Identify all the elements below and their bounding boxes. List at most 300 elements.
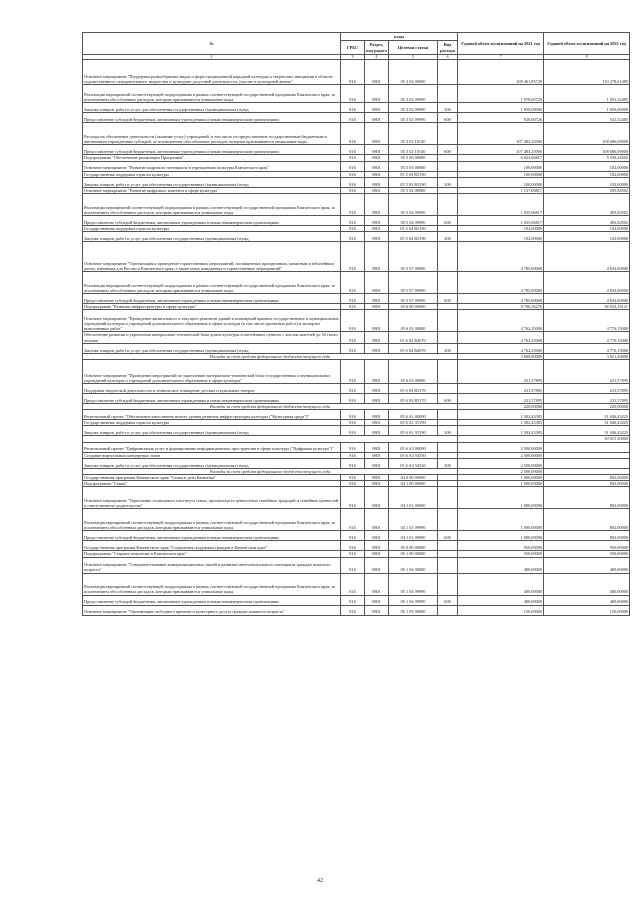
amount-2021-cell: 1 302,43383 (458, 420, 544, 426)
col-header-razdel: Раздел, под-раздел (366, 42, 387, 53)
column-index: 7 (458, 55, 544, 60)
description-cell: Закупка товаров, работ и услуг для обеспечения государственных (муниципальных) нужд (83, 103, 341, 113)
razdel-cell: 0801 (365, 475, 389, 481)
expense-type-cell (438, 85, 458, 103)
description-cell: Закупка товаров, работ и услуг для обеспечения государственных (муниципальных) нужд (83, 232, 341, 242)
table-row (83, 60, 630, 85)
razdel-cell: 0801 (365, 187, 389, 193)
description-cell: Основное мероприятие "Организация свободного времени и культурного досуга граждан пожилого возраста" (83, 605, 341, 615)
target-article-cell: 05 5 03 R5190 (389, 177, 438, 187)
grbs-cell: 816 (341, 155, 365, 161)
amount-2021-cell: 1 000,00000 (458, 481, 544, 487)
expense-type-cell (438, 573, 458, 595)
amount-2021-cell: 3 808,80000 (458, 353, 544, 359)
expense-type-cell (438, 487, 458, 509)
description-cell: Закупка товаров, работ и услуг для обеспечения государственных (муниципальных) нужд (83, 458, 341, 468)
grbs-cell: 816 (341, 426, 365, 436)
description-cell: Реализация мероприятий соответствующей подпрограммы в рамках соответствующей государственной программы Камчатского края, за исключением обособленных расходов, которым присваиваются уникальные коды (83, 573, 341, 595)
table-row (83, 216, 630, 226)
amount-2022-cell: 150,00000 (544, 605, 630, 615)
amount-2021-cell: 100,00000 (458, 171, 544, 177)
description-cell: Предоставление субсидий бюджетным, автономным учреждениям и иным некоммерческим организациям (83, 216, 341, 226)
expense-type-cell (438, 509, 458, 531)
description-cell: Закупка товаров, работ и услуг для обеспечения государственных (муниципальных) нужд (83, 177, 341, 187)
amount-2021-cell: 1 302,43383 (458, 426, 544, 436)
budget-table (82, 32, 630, 616)
table-row (83, 360, 630, 384)
col-header-target: Целевая статья (389, 41, 438, 55)
amount-2021-cell: 950,00000 (458, 541, 544, 551)
grbs-cell: 816 (341, 531, 365, 541)
target-article-cell: 05 3 02 10140 (389, 123, 438, 145)
amount-2022-cell: 541,32485 (544, 113, 630, 123)
grbs-cell: 816 (341, 420, 365, 426)
description-cell: Основное мероприятие "Развитие цифрового контента в сфере культуры" (83, 187, 341, 193)
target-article-cell: 05 5 07 00000 (389, 242, 438, 272)
grbs-cell: 816 (341, 551, 365, 557)
amount-2022-cell: 102,00000 (544, 232, 630, 242)
description-cell: Реализация мероприятий соответствующей подпрограммы в рамках соответствующей государственной программы Камчатского края, за исключением обособленных расходов, которым присваиваются уникальные коды (83, 194, 341, 216)
grbs-cell: 816 (341, 475, 365, 481)
federal-note-cell: Расходы за счет средств федерального бюджета текущего года (83, 404, 458, 410)
amount-2022-cell: 231,57895 (544, 394, 630, 404)
amount-2021-cell: 107 483,25000 (458, 123, 544, 145)
amount-2021-cell: 231,57895 (458, 360, 544, 384)
amount-2021-cell: 8 796,26276 (458, 304, 544, 310)
table-row (83, 487, 630, 509)
table-row (83, 595, 630, 605)
table-row (83, 194, 630, 216)
target-article-cell: 05 3 02 09990 (389, 113, 438, 123)
table-row (83, 310, 630, 332)
grbs-cell: 816 (341, 294, 365, 304)
razdel-cell: 0801 (365, 595, 389, 605)
amount-2022-cell: 102,00000 (544, 177, 630, 187)
razdel-cell: 0801 (365, 531, 389, 541)
grbs-cell: 816 (341, 242, 365, 272)
grbs-cell: 816 (341, 487, 365, 509)
razdel-cell: 0801 (365, 113, 389, 123)
amount-2021-cell: 4 785,00000 (458, 272, 544, 294)
amount-2022-cell: 3 821,20000 (544, 353, 630, 359)
grbs-cell: 816 (341, 481, 365, 487)
description-cell: Основное мероприятие "Организация и проведение торжественных мероприятий, посвященных праздничным, памятным и юбилейным датам, значимым для России и Камчатского края, а также иных имиджевых и торжественных мероприятий" (83, 242, 341, 272)
grbs-cell: 816 (341, 194, 365, 216)
table-row (83, 161, 630, 171)
amount-2022-cell: 102,00000 (544, 161, 630, 171)
description-cell: Региональный проект "Обеспечение качественно нового уровня развития инфраструктуры культуры ("Культурная среда")" (83, 410, 341, 420)
razdel-cell: 0801 (365, 145, 389, 155)
razdel-cell: 0801 (365, 272, 389, 294)
amount-2021-cell: 2 500,00000 (458, 458, 544, 468)
expense-type-cell (438, 242, 458, 272)
amount-2022-cell (544, 458, 630, 468)
amount-2021-cell: 2 500,00000 (458, 452, 544, 458)
grbs-cell: 816 (341, 226, 365, 232)
table-row (83, 232, 630, 242)
amount-2021-cell: 1 137,06817 (458, 187, 544, 193)
expense-type-cell: 600 (438, 113, 458, 123)
razdel-cell: 0801 (365, 343, 389, 353)
amount-2022-cell: 36 054,16121 (544, 304, 630, 310)
razdel-cell: 0801 (365, 242, 389, 272)
target-article-cell: 05 5 04 R5190 (389, 226, 438, 232)
razdel-cell: 0801 (365, 123, 389, 145)
amount-2022-cell: 550,00000 (544, 551, 630, 557)
target-article-cell: 04 1 01 09990 (389, 509, 438, 531)
amount-2021-cell: 1 035,06817 (458, 194, 544, 216)
grbs-cell: 816 (341, 595, 365, 605)
expense-type-cell (438, 60, 458, 85)
target-article-cell: 05 5 04 09990 (389, 216, 438, 226)
target-article-cell: 05 3 02 10140 (389, 145, 438, 155)
table-row (83, 103, 630, 113)
description-cell: Основное мероприятие "Проведение капитального и текущего ремонтов зданий и помещений краевых государственных и муниципальных учреждений культуры и учреждений дополнительного образования в сфере культуры (в том числе проектных работ) и экспертиз выполненных работ" (83, 310, 341, 332)
expense-type-cell (438, 410, 458, 420)
target-article-cell: 05 6 A3 54530 (389, 458, 438, 468)
target-article-cell: 05 6 A3 54530 (389, 452, 438, 458)
description-cell: Государственная программа Камчатского края "Семья и дети Камчатки" (83, 475, 341, 481)
expense-type-cell (438, 605, 458, 615)
razdel-cell: 0801 (365, 541, 389, 551)
table-row (83, 394, 630, 404)
amount-2022-cell: 220,00000 (544, 404, 630, 410)
target-article-cell: 04 1 01 09990 (389, 531, 438, 541)
razdel-cell: 0801 (365, 226, 389, 232)
amount-2022-cell: 231,57895 (544, 360, 630, 384)
target-article-cell: 05 6 A1 55190 (389, 420, 438, 426)
amount-2022-cell: 493,84502 (544, 216, 630, 226)
expense-type-cell: 200 (438, 458, 458, 468)
target-article-cell: 05 5 07 09990 (389, 294, 438, 304)
target-article-cell: 05 6 03 00000 (389, 360, 438, 384)
amount-2022-cell: 31 046,43225 (544, 410, 630, 420)
description-cell: Закупка товаров, работ и услуг для обеспечения государственных (муниципальных) нужд (83, 426, 341, 436)
razdel-cell: 0801 (365, 394, 389, 404)
razdel-cell: 0801 (365, 60, 389, 85)
description-cell: Предоставление субсидий бюджетным, автономным учреждениям и иным некоммерческим организациям (83, 294, 341, 304)
grbs-cell: 816 (341, 123, 365, 145)
table-row (83, 541, 630, 551)
table-row (83, 123, 630, 145)
description-cell: Реализация мероприятий соответствующей подпрограммы в рамках соответствующей государственной программы Камчатского края, за исключением обособленных расходов, которым присваиваются уникальные коды (83, 85, 341, 103)
amount-2021-cell: 107 483,25000 (458, 145, 544, 155)
grbs-cell: 816 (341, 573, 365, 595)
table-body (83, 60, 630, 615)
description-cell: Основное мероприятие "Укрепление социального института семьи, пропаганда ее ценностных семейных традиций и семейных ценностей и ответственного родительства" (83, 487, 341, 509)
grbs-cell: 816 (341, 458, 365, 468)
grbs-cell: 816 (341, 332, 365, 343)
amount-2022-cell: 4 776,15000 (544, 343, 630, 353)
col-header-2022: Годовой объем ассигнований на 2022 год (544, 33, 630, 55)
target-article-cell: 05 5 03 00000 (389, 161, 438, 171)
table-row (83, 294, 630, 304)
razdel-cell: 0801 (365, 487, 389, 509)
amount-2022-cell: 102,00000 (544, 226, 630, 232)
razdel-cell: 0801 (365, 332, 389, 343)
table-row (83, 343, 630, 353)
column-index: 8 (544, 55, 630, 60)
amount-2022-cell: 102,00000 (544, 171, 630, 177)
expense-type-cell (438, 541, 458, 551)
amount-2022-cell: 802,00000 (544, 531, 630, 541)
grbs-cell: 816 (341, 60, 365, 85)
description-cell: Подпрограмма "Старшее поколение в Камчатском крае" (83, 551, 341, 557)
grbs-cell: 816 (341, 161, 365, 171)
expense-type-cell (438, 123, 458, 145)
target-article-cell: 05 0 00 00000 (389, 541, 438, 551)
amount-2022-cell (544, 442, 630, 452)
target-article-cell: 04 1 00 00000 (389, 481, 438, 487)
grbs-cell: 816 (341, 343, 365, 353)
description-cell: Основное мероприятие "Проведение мероприятий по укреплению материально-технической базы государственных и муниципальных учреждений культуры и учреждений дополнительного образования в сфере культуры" (83, 360, 341, 384)
amount-2022-cell: 4 843,00000 (544, 272, 630, 294)
target-article-cell: 05 1 00 00000 (389, 551, 438, 557)
grbs-cell: 816 (341, 145, 365, 155)
expense-type-cell (438, 310, 458, 332)
razdel-cell: 0801 (365, 85, 389, 103)
table-row (83, 242, 630, 272)
grbs-cell: 816 (341, 452, 365, 458)
target-article-cell: 05 1 05 00000 (389, 605, 438, 615)
grbs-cell: 816 (341, 85, 365, 103)
col-header-grbs: ГРБС (341, 41, 365, 55)
description-cell: Региональный проект "Цифровизация услуг и формирование информационного пространства в сфере культуры ("Цифровая культура")" (83, 442, 341, 452)
amount-2022-cell: 4 776,15000 (544, 332, 630, 343)
amount-2022-cell: 400,00000 (544, 573, 630, 595)
expense-type-cell (438, 384, 458, 394)
razdel-cell: 0801 (365, 605, 389, 615)
target-article-cell: 05 3 02 09990 (389, 85, 438, 103)
amount-2021-cell: 400,00000 (458, 595, 544, 605)
grbs-cell: 816 (341, 310, 365, 332)
amount-2022-cell: 1 050,00000 (544, 103, 630, 113)
expense-type-cell: 200 (438, 103, 458, 113)
amount-2021-cell: 2 500,00000 (458, 468, 544, 474)
expense-type-cell (438, 194, 458, 216)
page-number: 42 (317, 878, 323, 884)
amount-2021-cell: 150,00000 (458, 605, 544, 615)
razdel-cell: 0801 (365, 360, 389, 384)
amount-2021-cell: 100,00000 (458, 177, 544, 187)
razdel-cell: 0801 (365, 384, 389, 394)
amount-2021-cell: 4 785,00000 (458, 294, 544, 304)
amount-2022-cell: 110 278,01485 (544, 60, 630, 85)
razdel-cell: 0801 (365, 232, 389, 242)
expense-type-cell: 600 (438, 145, 458, 155)
description-cell: Предоставление субсидий бюджетным, автономным учреждениям и иным некоммерческим организациям (83, 145, 341, 155)
table-row (83, 458, 630, 468)
col-header-codes-group: коды (341, 33, 458, 41)
razdel-cell: 0801 (365, 573, 389, 595)
target-article-cell: 05 6 A1 00000 (389, 410, 438, 420)
amount-2021-cell: 550,00000 (458, 551, 544, 557)
amount-2022-cell: 108 686,69000 (544, 123, 630, 145)
amount-2021-cell: 1 050,00000 (458, 103, 544, 113)
amount-2022-cell: 231,57895 (544, 384, 630, 394)
target-article-cell: 05 3 02 09990 (389, 103, 438, 113)
budget-table-container (82, 32, 629, 616)
target-article-cell: 05 1 04 09990 (389, 573, 438, 595)
razdel-cell: 0801 (365, 509, 389, 531)
amount-2021-cell: 1 978,60720 (458, 85, 544, 103)
table-row (83, 332, 630, 343)
amount-2022-cell: 1 591,32485 (544, 85, 630, 103)
expense-type-cell: 600 (438, 294, 458, 304)
amount-2022-cell: 31 046,43225 (544, 420, 630, 426)
amount-2022-cell: 4 843,00000 (544, 294, 630, 304)
description-cell: Подпрограмма "Развитие инфраструктуры в сфере культуры" (83, 304, 341, 310)
expense-type-cell: 600 (438, 531, 458, 541)
expense-type-cell: 600 (438, 595, 458, 605)
amount-2022-cell: 802,00000 (544, 487, 630, 509)
column-index: 6 (438, 55, 458, 60)
grbs-cell: 816 (341, 410, 365, 420)
expense-type-cell (438, 360, 458, 384)
expense-type-cell: 200 (438, 343, 458, 353)
table-row (83, 177, 630, 187)
target-article-cell: 05 5 04 00000 (389, 187, 438, 193)
amount-2022-cell: 4 843,00000 (544, 242, 630, 272)
amount-2021-cell: 400,00000 (458, 557, 544, 573)
table-row (83, 557, 630, 573)
description-cell: Государственная поддержка отрасли культуры (83, 171, 341, 177)
description-cell: Предоставление субсидий бюджетным, автономным учреждениям и иным некоммерческим организациям (83, 394, 341, 404)
description-cell: Основное мероприятие "Совершенствование коммуникационных связей и развитие интеллектуального потенциала граждан пожилого возраста" (83, 557, 341, 573)
razdel-cell: 0801 (365, 410, 389, 420)
razdel-cell: 0801 (365, 171, 389, 177)
amount-2021-cell: 6 023,06817 (458, 155, 544, 161)
description-cell: Подпрограмма "Обеспечение реализации Программы" (83, 155, 341, 161)
target-article-cell: 04 1 01 00000 (389, 487, 438, 509)
expense-type-cell: 600 (438, 394, 458, 404)
target-article-cell: 05 6 00 00000 (389, 304, 438, 310)
column-index: 5 (389, 55, 438, 60)
razdel-cell: 0801 (365, 103, 389, 113)
description-cell: Государственная программа Камчатского края "Социальная поддержка граждан в Камчатском крае" (83, 541, 341, 551)
amount-2021-cell: 4 762,25000 (458, 332, 544, 343)
amount-2021-cell: 220,00000 (458, 404, 544, 410)
amount-2021-cell: 231,57895 (458, 394, 544, 404)
expense-type-cell (438, 332, 458, 343)
description-cell: Предоставление субсидий бюджетным, автономным учреждениям и иным некоммерческим организациям (83, 113, 341, 123)
table-row (83, 573, 630, 595)
grbs-cell: 816 (341, 187, 365, 193)
amount-2021-cell: 1 000,00000 (458, 531, 544, 541)
description-cell: Предоставление субсидий бюджетным, автономным учреждениям и иным некоммерческим организациям (83, 595, 341, 605)
amount-2021-cell: 1 035,06817 (458, 216, 544, 226)
table-row (83, 145, 630, 155)
grbs-cell: 816 (341, 394, 365, 404)
description-cell: Подпрограмма "Семья" (83, 481, 341, 487)
description-cell: Государственная поддержка отрасли культуры (83, 420, 341, 426)
description-cell: Поддержка творческой деятельности и техническое оснащение детских и кукольных театров (83, 384, 341, 394)
amount-2022-cell: 802,00000 (544, 481, 630, 487)
razdel-cell: 0801 (365, 177, 389, 187)
amount-2021-cell: 1 000,00000 (458, 487, 544, 509)
amount-2021-cell: 231,57895 (458, 384, 544, 394)
amount-2021-cell: 4 762,25000 (458, 310, 544, 332)
federal-note-cell: Расходы за счет средств федерального бюджета текущего года (83, 353, 458, 359)
table-row (83, 113, 630, 123)
razdel-cell: 0801 (365, 458, 389, 468)
amount-2021-cell: 400,00000 (458, 573, 544, 595)
description-cell: Государственная поддержка отрасли культуры (83, 226, 341, 232)
grbs-cell: 816 (341, 605, 365, 615)
amount-2021-cell: 2 500,00000 (458, 442, 544, 452)
expense-type-cell: 200 (438, 426, 458, 436)
amount-2022-cell: 400,00000 (544, 557, 630, 573)
razdel-cell: 0801 (365, 557, 389, 573)
razdel-cell: 0801 (365, 481, 389, 487)
amount-2022-cell: 4 776,15000 (544, 310, 630, 332)
razdel-cell: 0801 (365, 304, 389, 310)
amount-2021-cell: 928,60720 (458, 113, 544, 123)
amount-2021-cell: 102,00000 (458, 226, 544, 232)
amount-2022-cell: 802,00000 (544, 509, 630, 531)
target-article-cell: 05 6 02 R4670 (389, 343, 438, 353)
amount-2022-cell: 493,84502 (544, 194, 630, 216)
amount-2022-cell: 802,00000 (544, 475, 630, 481)
razdel-cell: 0801 (365, 155, 389, 161)
grbs-cell: 816 (341, 541, 365, 551)
amount-2022-cell: 400,00000 (544, 595, 630, 605)
target-article-cell: 05 6 02 00000 (389, 310, 438, 332)
table-row (83, 426, 630, 436)
description-cell: Закупка товаров, работ и услуг для обеспечения государственных (муниципальных) нужд (83, 343, 341, 353)
grbs-cell: 816 (341, 103, 365, 113)
amount-2021-cell: 1 302,43383 (458, 410, 544, 420)
table-row (83, 410, 630, 420)
description-cell: Основное мероприятие "Развитие кадрового потенциала в учреждениях культуры Камчатского края" (83, 161, 341, 171)
amount-2021-cell: 4 762,25000 (458, 343, 544, 353)
description-cell: Реализация мероприятий соответствующей подпрограммы в рамках соответствующей государственной программы Камчатского края, за исключением обособленных расходов, которым присваиваются уникальные коды (83, 272, 341, 294)
target-article-cell: 05 6 03 R5170 (389, 394, 438, 404)
amount-2022-cell: 31 046,43225 (544, 426, 630, 436)
target-article-cell: 05 6 A1 55190 (389, 426, 438, 436)
target-article-cell: 05 5 04 R5190 (389, 232, 438, 242)
target-article-cell: 05 6 A3 00000 (389, 442, 438, 452)
target-article-cell: 05 1 04 00000 (389, 557, 438, 573)
target-article-cell: 05 6 02 R4670 (389, 332, 438, 343)
razdel-cell: 0801 (365, 420, 389, 426)
target-article-cell: 05 1 04 09990 (389, 595, 438, 605)
amount-2022-cell: 30 015,30000 (544, 436, 630, 442)
target-article-cell: 05 5 03 R5190 (389, 171, 438, 177)
description-cell: Создание виртуальных концертных залов (83, 452, 341, 458)
amount-2022-cell: 595,84502 (544, 187, 630, 193)
table-row (83, 605, 630, 615)
target-article-cell: 05 5 04 09990 (389, 194, 438, 216)
grbs-cell: 816 (341, 177, 365, 187)
razdel-cell: 0801 (365, 442, 389, 452)
grbs-cell: 816 (341, 442, 365, 452)
amount-2022-cell: 108 686,69000 (544, 145, 630, 155)
col-header-number: № (83, 33, 341, 55)
amount-2022-cell: 950,00000 (544, 541, 630, 551)
razdel-cell: 0801 (365, 216, 389, 226)
column-index: 3 (341, 55, 365, 60)
razdel-cell: 0801 (365, 452, 389, 458)
expense-type-cell (438, 161, 458, 171)
expense-type-cell (438, 557, 458, 573)
grbs-cell: 816 (341, 232, 365, 242)
target-article-cell: 05 3 02 00000 (389, 60, 438, 85)
grbs-cell: 816 (341, 384, 365, 394)
table-row (83, 85, 630, 103)
table-row (83, 384, 630, 394)
amount-2021-cell: 4 785,00000 (458, 242, 544, 272)
